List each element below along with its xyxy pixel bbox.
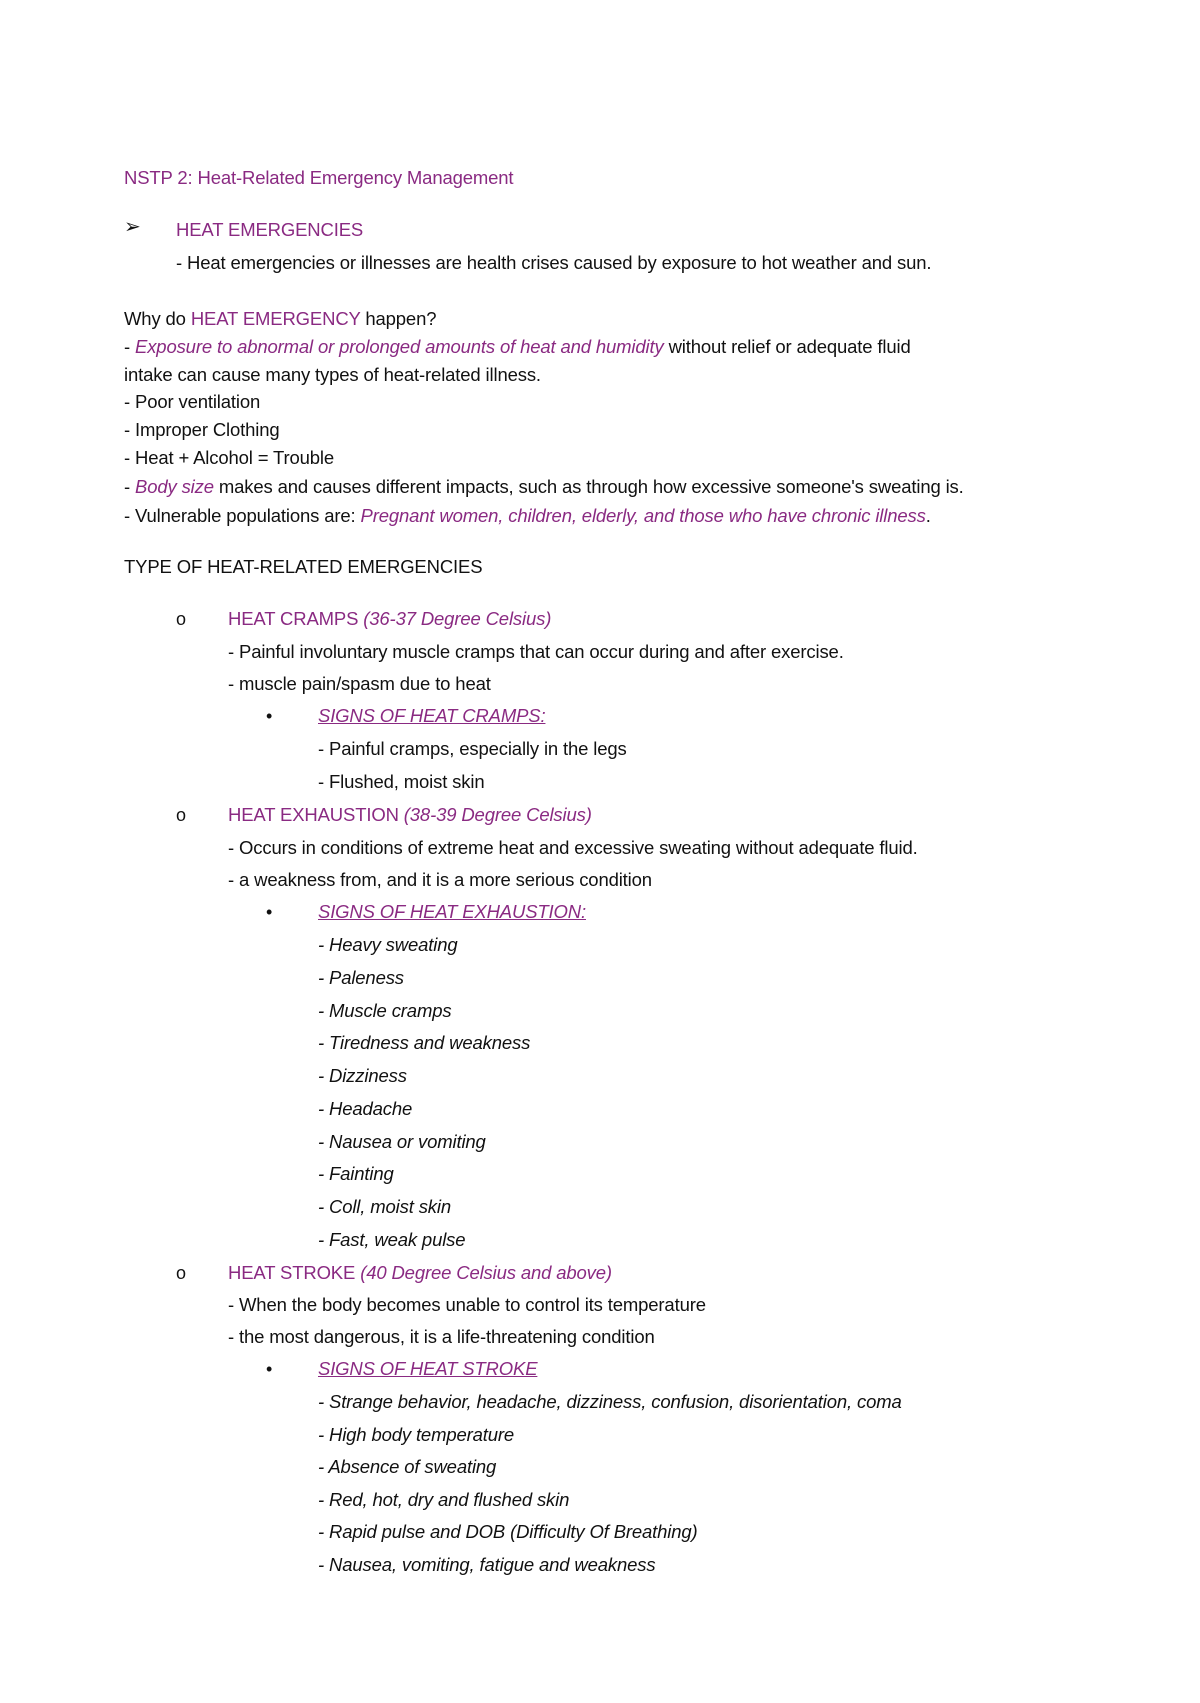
heat-exhaustion-sign: - Nausea or vomiting: [318, 1131, 486, 1152]
document-title: NSTP 2: Heat-Related Emergency Management: [124, 167, 514, 188]
circle-bullet-icon: o: [176, 609, 187, 629]
dot-bullet-icon: •: [266, 1359, 273, 1379]
why-line-body-size: - Body size makes and causes different impacts, such as through how excessive someone's sweating is.: [124, 476, 964, 497]
heat-exhaustion-heading: HEAT EXHAUSTION (38-39 Degree Celsius): [228, 804, 592, 825]
heat-exhaustion-desc-2: - a weakness from, and it is a more serious condition: [228, 869, 652, 890]
heat-stroke-heading: HEAT STROKE (40 Degree Celsius and above): [228, 1262, 612, 1283]
heat-stroke-signs-title: SIGNS OF HEAT STROKE: [318, 1358, 538, 1379]
section-heading-heat-emergencies: HEAT EMERGENCIES: [176, 219, 364, 240]
heat-stroke-sign: - Strange behavior, headache, dizziness, confusion, disorientation, coma: [318, 1391, 902, 1412]
arrow-bullet-icon: ➢: [124, 216, 141, 238]
heat-stroke-sign: - Absence of sweating: [318, 1456, 497, 1477]
heat-stroke-temperature: (40 Degree Celsius and above): [360, 1262, 612, 1283]
heat-stroke-sign: - Nausea, vomiting, fatigue and weakness: [318, 1554, 656, 1575]
why-exposure-emphasis: Exposure to abnormal or prolonged amounts of heat and humidity: [135, 336, 664, 357]
heat-cramps-temperature: (36-37 Degree Celsius): [363, 608, 552, 629]
why-line-clothing: - Improper Clothing: [124, 419, 280, 440]
heat-exhaustion-sign: - Heavy sweating: [318, 934, 458, 955]
heat-cramps-sign: - Painful cramps, especially in the legs: [318, 738, 627, 759]
types-heading: TYPE OF HEAT-RELATED EMERGENCIES: [124, 556, 483, 577]
heat-exhaustion-desc-1: - Occurs in conditions of extreme heat and excessive sweating without adequate fluid.: [228, 837, 918, 858]
why-question: Why do HEAT EMERGENCY happen?: [124, 308, 437, 329]
why-body-size-emphasis: Body size: [135, 476, 214, 497]
why-line-intake: intake can cause many types of heat-related illness.: [124, 364, 541, 385]
why-line-alcohol: - Heat + Alcohol = Trouble: [124, 447, 335, 468]
heat-cramps-sign: - Flushed, moist skin: [318, 771, 485, 792]
circle-bullet-icon: o: [176, 1263, 187, 1283]
heat-exhaustion-sign: - Tiredness and weakness: [318, 1032, 531, 1053]
heat-cramps-signs-title: SIGNS OF HEAT CRAMPS:: [318, 705, 546, 726]
heat-stroke-sign: - Red, hot, dry and flushed skin: [318, 1489, 570, 1510]
circle-bullet-icon: o: [176, 805, 187, 825]
heat-exhaustion-temperature: (38-39 Degree Celsius): [403, 804, 592, 825]
heat-cramps-desc-2: - muscle pain/spasm due to heat: [228, 673, 491, 694]
heat-exhaustion-sign: - Muscle cramps: [318, 1000, 452, 1021]
heat-exhaustion-sign: - Dizziness: [318, 1065, 407, 1086]
heat-stroke-desc-2: - the most dangerous, it is a life-threatening condition: [228, 1326, 655, 1347]
heat-exhaustion-sign: - Fainting: [318, 1163, 394, 1184]
why-line-ventilation: - Poor ventilation: [124, 391, 261, 412]
heat-cramps-desc-1: - Painful involuntary muscle cramps that can occur during and after exercise.: [228, 641, 844, 662]
heat-stroke-sign: - Rapid pulse and DOB (Difficulty Of Breathing): [318, 1521, 698, 1542]
heat-cramps-heading: HEAT CRAMPS (36-37 Degree Celsius): [228, 608, 552, 629]
why-vulnerable-emphasis: Pregnant women, children, elderly, and those who have chronic illness: [360, 505, 926, 526]
heat-emergencies-definition: - Heat emergencies or illnesses are health crises caused by exposure to hot weather and sun.: [176, 252, 932, 273]
dot-bullet-icon: •: [266, 706, 273, 726]
heat-exhaustion-sign: - Coll, moist skin: [318, 1196, 451, 1217]
heat-exhaustion-sign: - Paleness: [318, 967, 404, 988]
heat-exhaustion-sign: - Fast, weak pulse: [318, 1229, 466, 1250]
dot-bullet-icon: •: [266, 902, 273, 922]
why-question-term: HEAT EMERGENCY: [190, 308, 361, 329]
heat-stroke-desc-1: - When the body becomes unable to control its temperature: [228, 1294, 706, 1315]
why-line-vulnerable: - Vulnerable populations are: Pregnant women, children, elderly, and those who have chronic illness.: [124, 505, 931, 526]
heat-exhaustion-sign: - Headache: [318, 1098, 413, 1119]
heat-stroke-sign: - High body temperature: [318, 1424, 515, 1445]
heat-exhaustion-signs-title: SIGNS OF HEAT EXHAUSTION:: [318, 901, 586, 922]
why-line-exposure: - Exposure to abnormal or prolonged amounts of heat and humidity without relief or adequate fluid: [124, 336, 911, 357]
